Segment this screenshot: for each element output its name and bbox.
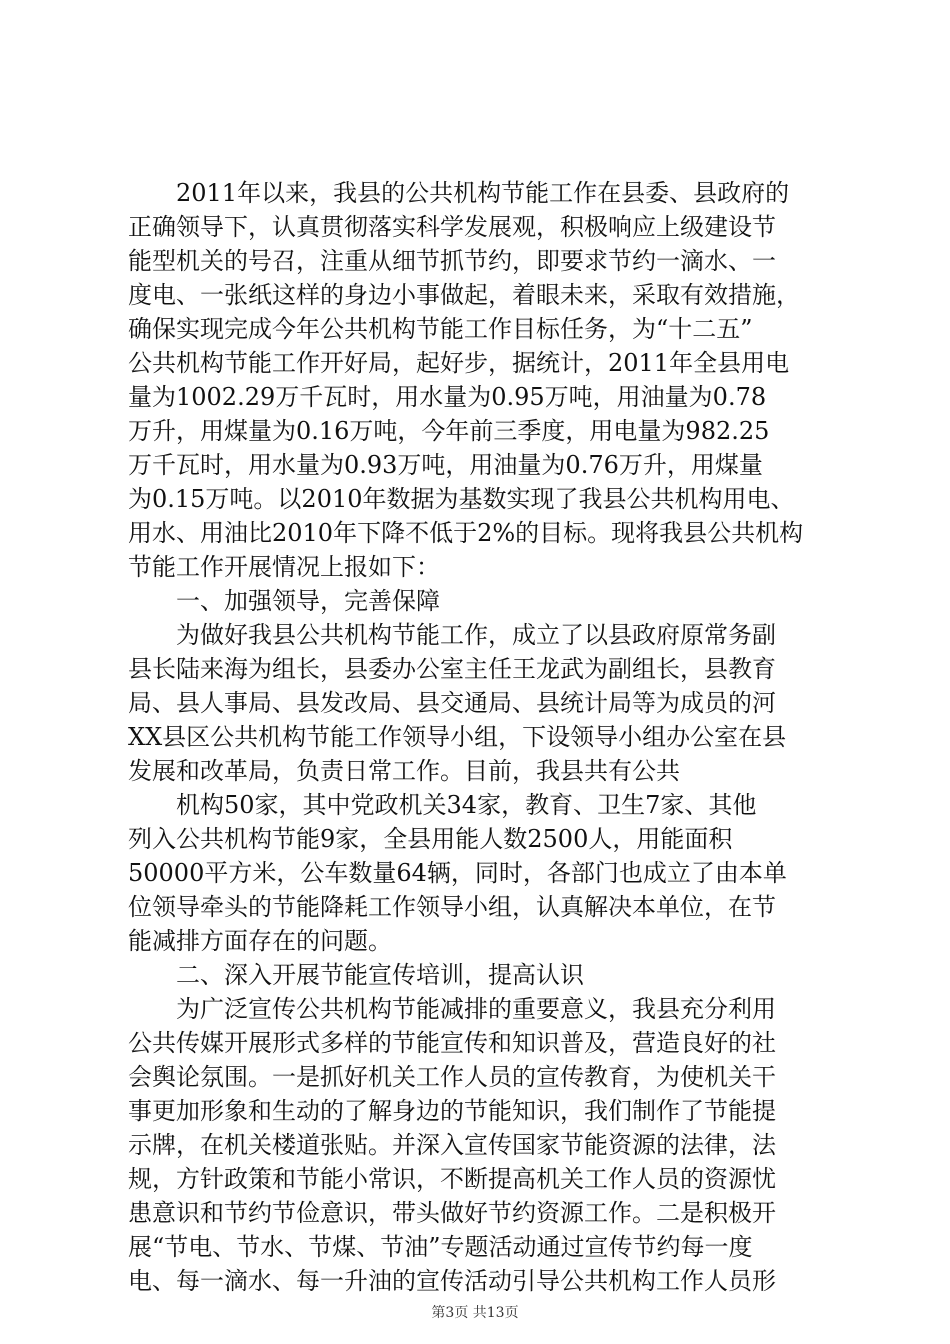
text-line: 2011年以来，我县的公共机构节能工作在县委、县政府的	[128, 179, 790, 207]
text-line: 用水、用油比2010年下降不低于2%的目标。现将我县公共机构	[128, 519, 804, 547]
text-line: 为0.15万吨。以2010年数据为基数实现了我县公共机构用电、	[128, 485, 795, 513]
text-line: 规，方针政策和节能小常识，不断提高机关工作人员的资源忧	[128, 1165, 776, 1193]
text-line: 为广泛宣传公共机构节能减排的重要意义，我县充分利用	[128, 995, 776, 1023]
text-line: 万升，用煤量为0.16万吨，今年前三季度，用电量为982.25	[128, 417, 770, 445]
text-line: 示牌，在机关楼道张贴。并深入宣传国家节能资源的法律，法	[128, 1131, 776, 1159]
text-line: 发展和改革局，负责日常工作。目前，我县共有公共	[128, 757, 680, 785]
text-line: 电、每一滴水、每一升油的宣传活动引导公共机构工作人员形	[128, 1267, 776, 1295]
text-line: XX县区公共机构节能工作领导小组，下设领导小组办公室在县	[128, 723, 787, 751]
text-line: 量为1002.29万千瓦时，用水量为0.95万吨，用油量为0.78	[128, 383, 767, 411]
text-line: 公共传媒开展形式多样的节能宣传和知识普及，营造良好的社	[128, 1029, 776, 1057]
text-line: 局、县人事局、县发改局、县交通局、县统计局等为成员的河	[128, 689, 776, 717]
text-line: 节能工作开展情况上报如下：	[128, 553, 440, 581]
text-line: 事更加形象和生动的了解身边的节能知识，我们制作了节能提	[128, 1097, 776, 1125]
text-line: 万千瓦时，用水量为0.93万吨，用油量为0.76万升，用煤量	[128, 451, 763, 479]
text-line: 会舆论氛围。一是抓好机关工作人员的宣传教育，为使机关干	[128, 1063, 776, 1091]
text-line: 能减排方面存在的问题。	[128, 927, 392, 955]
text-line: 展“节电、节水、节煤、节油”专题活动通过宣传节约每一度	[128, 1233, 753, 1261]
text-line: 位领导牵头的节能降耗工作领导小组，认真解决本单位，在节	[128, 893, 776, 921]
text-line: 患意识和节约节俭意识，带头做好节约资源工作。二是积极开	[128, 1199, 776, 1227]
text-line: 为做好我县公共机构节能工作，成立了以县政府原常务副	[128, 621, 776, 649]
text-line: 正确领导下，认真贯彻落实科学发展观，积极响应上级建设节	[128, 213, 776, 241]
text-line: 50000平方米，公车数量64辆，同时，各部门也成立了由本单	[128, 859, 787, 887]
text-line: 度电、一张纸这样的身边小事做起，着眼未来，采取有效措施，	[128, 281, 800, 309]
page-footer: 第3页 共13页	[431, 1305, 519, 1321]
document-body	[128, 176, 822, 1298]
text-line: 列入公共机构节能9家，全县用能人数2500人，用能面积	[128, 825, 733, 853]
text-line: 一、加强领导，完善保障	[128, 587, 440, 615]
text-line: 县长陆来海为组长，县委办公室主任王龙武为副组长，县教育	[128, 655, 776, 683]
text-line: 公共机构节能工作开好局，起好步，据统计，2011年全县用电	[128, 349, 790, 377]
text-line: 确保实现完成今年公共机构节能工作目标任务，为“十二五”	[128, 315, 753, 343]
text-line: 机构50家，其中党政机关34家，教育、卫生7家、其他	[128, 791, 757, 819]
text-line: 能型机关的号召，注重从细节抓节约，即要求节约一滴水、一	[128, 247, 776, 275]
text-line: 二、深入开展节能宣传培训，提高认识	[128, 961, 584, 989]
